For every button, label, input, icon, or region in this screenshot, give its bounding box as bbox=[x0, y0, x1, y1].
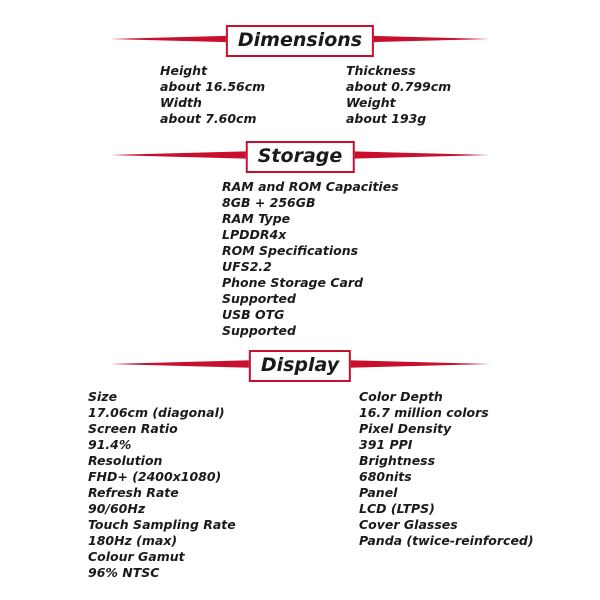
spec-value: 90/60Hz bbox=[88, 501, 146, 516]
spec-label: ROM Specifications bbox=[222, 243, 359, 258]
spec-value: FHD+ (2400x1080) bbox=[88, 469, 222, 484]
dimensions-right-column bbox=[346, 63, 451, 127]
spec-label: Refresh Rate bbox=[88, 485, 179, 500]
display-right-column bbox=[359, 389, 534, 549]
spec-value: Supported bbox=[222, 323, 296, 338]
spec-value: 16.7 million colors bbox=[359, 405, 489, 420]
storage-column bbox=[222, 179, 399, 339]
spec-value: 180Hz (max) bbox=[88, 533, 178, 548]
spec-label: Cover Glasses bbox=[359, 517, 458, 532]
spec-value: about 193g bbox=[346, 111, 427, 126]
spec-value: 680nits bbox=[359, 469, 412, 484]
spec-value: 17.06cm (diagonal) bbox=[88, 405, 225, 420]
spec-value: Supported bbox=[222, 291, 296, 306]
storage-divider bbox=[110, 145, 490, 167]
spec-label: Size bbox=[88, 389, 118, 404]
spec-label: Panel bbox=[359, 485, 398, 500]
spec-label: Weight bbox=[346, 95, 396, 110]
spec-label: Brightness bbox=[359, 453, 436, 468]
spec-value: 96% NTSC bbox=[88, 565, 160, 580]
spec-label: Color Depth bbox=[359, 389, 443, 404]
spec-value: LCD (LTPS) bbox=[359, 501, 435, 516]
dimensions-divider bbox=[110, 29, 490, 51]
display-divider bbox=[110, 354, 490, 376]
spec-label: Thickness bbox=[346, 63, 416, 78]
storage-heading: Storage bbox=[246, 141, 355, 173]
dimensions-heading: Dimensions bbox=[226, 25, 374, 57]
spec-label: RAM and ROM Capacities bbox=[222, 179, 399, 194]
spec-label: USB OTG bbox=[222, 307, 285, 322]
display-heading: Display bbox=[249, 350, 351, 382]
spec-label: Screen Ratio bbox=[88, 421, 178, 436]
spec-label: Width bbox=[160, 95, 202, 110]
spec-value: 391 PPI bbox=[359, 437, 413, 452]
spec-value: 8GB + 256GB bbox=[222, 195, 316, 210]
spec-value: about 16.56cm bbox=[160, 79, 266, 94]
dimensions-left-column bbox=[160, 63, 265, 127]
spec-value: LPDDR4x bbox=[222, 227, 287, 242]
spec-label: Touch Sampling Rate bbox=[88, 517, 236, 532]
spec-label: RAM Type bbox=[222, 211, 291, 226]
spec-label: Colour Gamut bbox=[88, 549, 185, 564]
spec-label: Resolution bbox=[88, 453, 163, 468]
spec-label: Phone Storage Card bbox=[222, 275, 364, 290]
spec-value: about 7.60cm bbox=[160, 111, 257, 126]
spec-value: Panda (twice-reinforced) bbox=[359, 533, 534, 548]
spec-value: UFS2.2 bbox=[222, 259, 272, 274]
spec-value: about 0.799cm bbox=[346, 79, 452, 94]
spec-value: 91.4% bbox=[88, 437, 132, 452]
spec-label: Pixel Density bbox=[359, 421, 452, 436]
spec-label: Height bbox=[160, 63, 208, 78]
display-left-column bbox=[88, 389, 236, 581]
